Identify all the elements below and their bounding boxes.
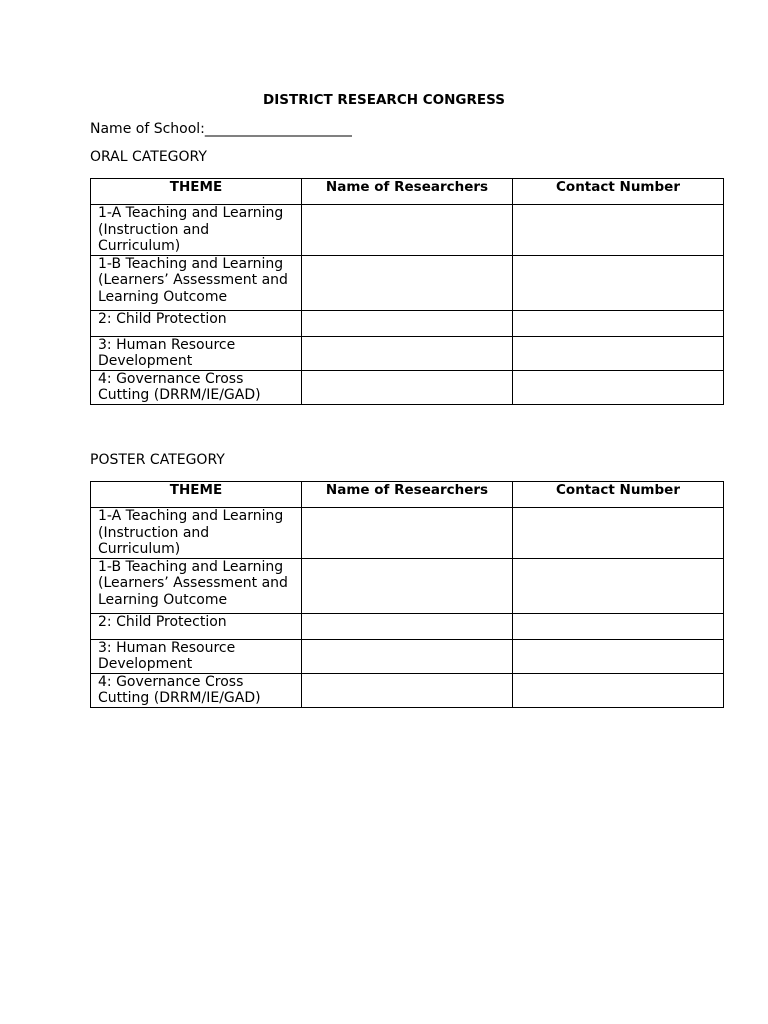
theme-cell: 1-B Teaching and Learning (Learners’ Assessment and Learning Outcome (91, 558, 302, 613)
table-row (91, 558, 724, 613)
header-contact: Contact Number (513, 179, 724, 205)
table-row (91, 255, 724, 310)
header-contact: Contact Number (513, 482, 724, 508)
contact-cell[interactable] (513, 508, 724, 559)
table-row (91, 613, 724, 639)
poster-category-label: POSTER CATEGORY (90, 452, 225, 468)
header-researchers: Name of Researchers (302, 482, 513, 508)
table-row (91, 336, 724, 370)
researchers-cell[interactable] (302, 639, 513, 673)
theme-cell: 3: Human Resource Development (91, 336, 302, 370)
researchers-cell[interactable] (302, 336, 513, 370)
contact-cell[interactable] (513, 255, 724, 310)
table-row (91, 673, 724, 707)
theme-cell: 2: Child Protection (91, 310, 302, 336)
header-researchers: Name of Researchers (302, 179, 513, 205)
table-header-row (91, 179, 724, 205)
theme-cell: 1-A Teaching and Learning (Instruction and Curriculum) (91, 508, 302, 559)
theme-cell: 1-B Teaching and Learning (Learners’ Assessment and Learning Outcome (91, 255, 302, 310)
theme-cell: 4: Governance Cross Cutting (DRRM/IE/GAD) (91, 370, 302, 404)
contact-cell[interactable] (513, 205, 724, 256)
contact-cell[interactable] (513, 673, 724, 707)
researchers-cell[interactable] (302, 673, 513, 707)
contact-cell[interactable] (513, 639, 724, 673)
theme-cell: 4: Governance Cross Cutting (DRRM/IE/GAD) (91, 673, 302, 707)
header-theme: THEME (91, 482, 302, 508)
researchers-cell[interactable] (302, 613, 513, 639)
document-title: DISTRICT RESEARCH CONGRESS (263, 92, 505, 108)
researchers-cell[interactable] (302, 255, 513, 310)
oral-category-label: ORAL CATEGORY (90, 149, 207, 165)
oral-category-table (90, 178, 724, 405)
researchers-cell[interactable] (302, 205, 513, 256)
table-header-row (91, 482, 724, 508)
table-row (91, 508, 724, 559)
table-row (91, 205, 724, 256)
table-row (91, 370, 724, 404)
contact-cell[interactable] (513, 370, 724, 404)
contact-cell[interactable] (513, 558, 724, 613)
theme-cell: 2: Child Protection (91, 613, 302, 639)
theme-cell: 1-A Teaching and Learning (Instruction and Curriculum) (91, 205, 302, 256)
researchers-cell[interactable] (302, 508, 513, 559)
theme-cell: 3: Human Resource Development (91, 639, 302, 673)
researchers-cell[interactable] (302, 310, 513, 336)
poster-category-table (90, 481, 724, 708)
school-name-field[interactable]: Name of School:_____________________ (90, 121, 352, 137)
contact-cell[interactable] (513, 310, 724, 336)
table-row (91, 310, 724, 336)
researchers-cell[interactable] (302, 370, 513, 404)
table-row (91, 639, 724, 673)
contact-cell[interactable] (513, 336, 724, 370)
header-theme: THEME (91, 179, 302, 205)
researchers-cell[interactable] (302, 558, 513, 613)
contact-cell[interactable] (513, 613, 724, 639)
